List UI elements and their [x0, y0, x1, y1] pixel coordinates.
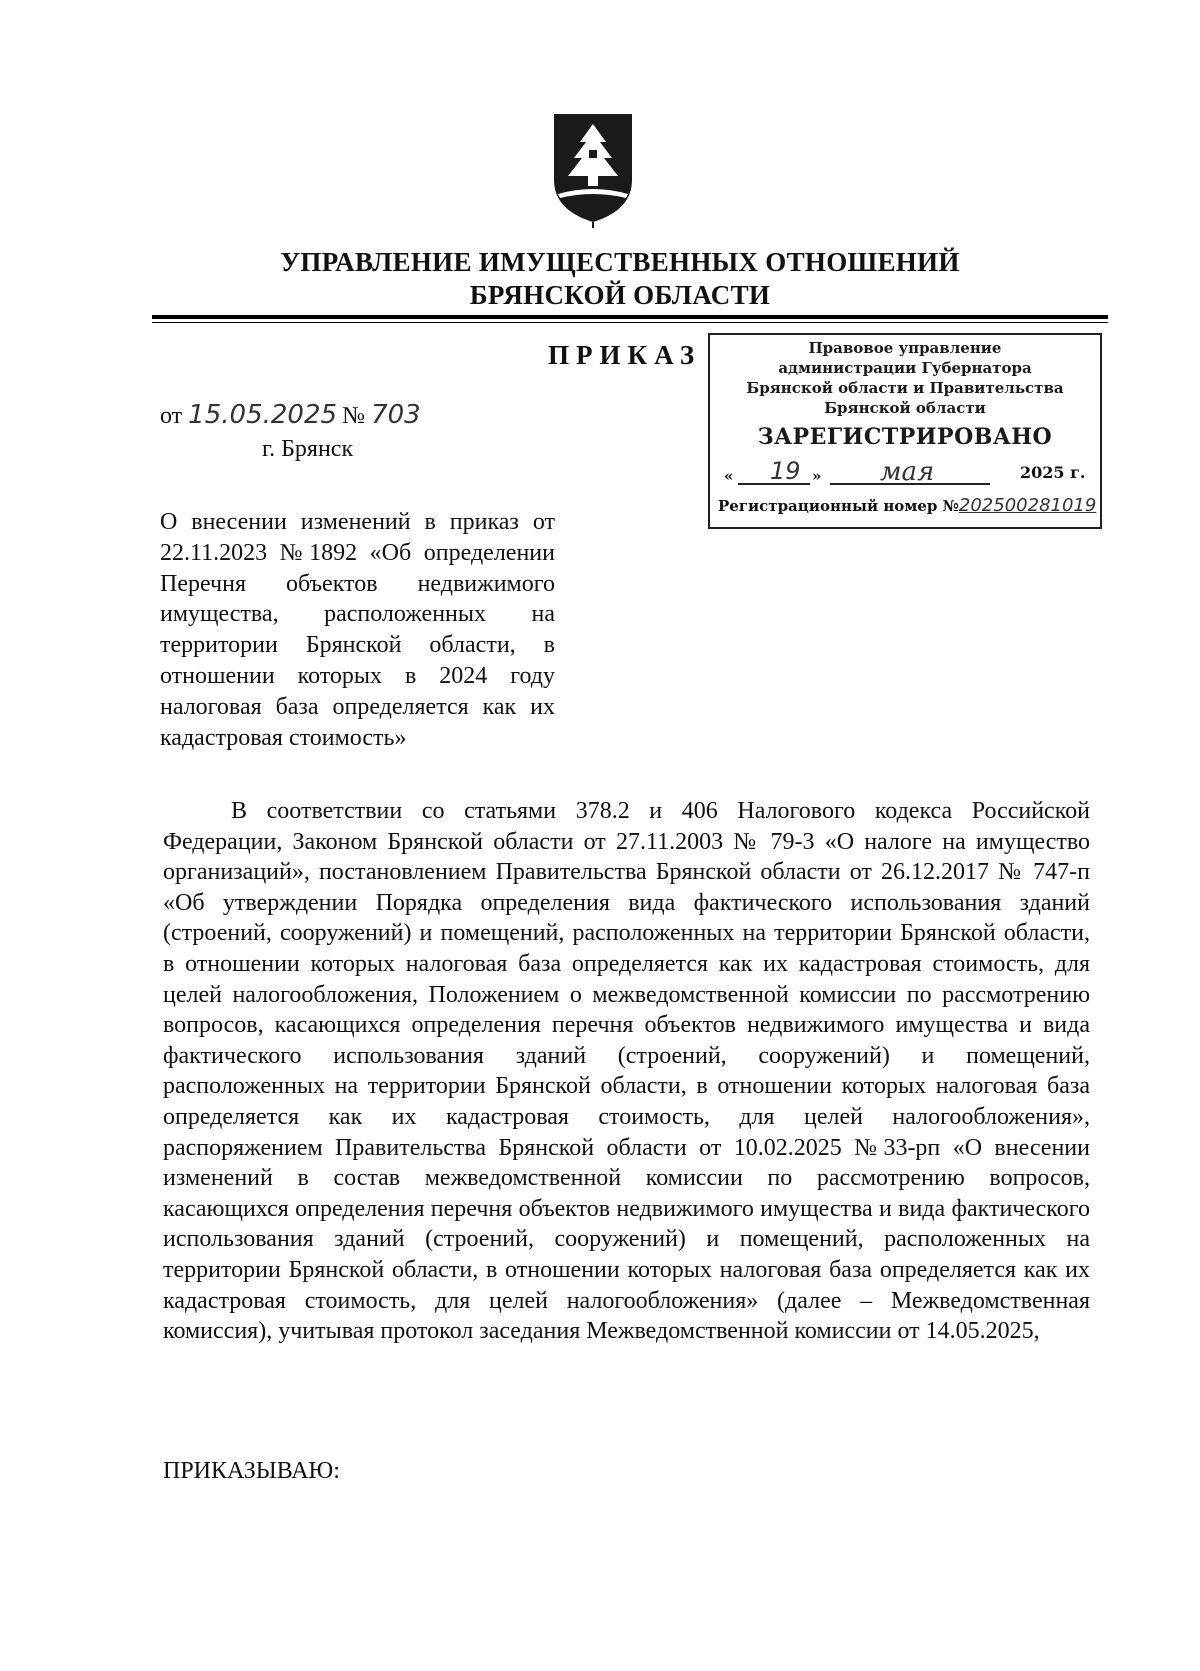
order-subject: О внесении изменений в приказ от 22.11.2023 №1892 «Об определении Перечня объектов недвижимого имущества, расположенных на территории Брянской области, в отношении которых в 2024 году налоговая база определяется как их кадастровая стоимость» [160, 509, 555, 751]
order-number-handwritten: 703 [371, 400, 421, 430]
stamp-regnum-value: 202500281019 [958, 495, 1097, 516]
order-body [163, 796, 1090, 1347]
stamp-year: 2025 г. [1020, 463, 1086, 482]
stamp-registration-number [718, 495, 1098, 516]
stamp-line: Брянской области [824, 399, 986, 417]
stamp-regnum-label: Регистрационный номер № [718, 497, 959, 515]
order-city: г. Брянск [262, 436, 354, 462]
order-number-label: № [342, 403, 366, 429]
order-directive: ПРИКАЗЫВАЮ: [163, 1458, 340, 1484]
stamp-month-handwritten: мая [880, 457, 935, 487]
stamp-day-handwritten: 19 [770, 457, 801, 485]
document-type-title: ПРИКАЗ [548, 340, 702, 370]
order-date-number [160, 400, 421, 430]
header-divider [152, 315, 1108, 319]
organization-name-line1: УПРАВЛЕНИЕ ИМУЩЕСТВЕННЫХ ОТНОШЕНИЙ [280, 247, 960, 277]
stamp-quote-close: » [812, 467, 822, 485]
registration-stamp [708, 333, 1102, 529]
stamp-line: Правовое управление [808, 339, 1002, 357]
body-paragraph: В соответствии со статьями 378.2 и 406 Налогового кодекса Российской Федерации, Законом Брянской области от 27.11.2003 № 79-3 «О налоге на имущество организаций», постановлением Правительства Брянской области от 26.12.2017 № 747-п «Об утверждении Порядка определения вида фактического использования зданий (строений, сооружений) и помещений, расположенных на территории Брянской области, в отношении которых налоговая база определяется как их кадастровая стоимость, для целей налогообложения, Положением о межведомственной комиссии по рассмотрению вопросов, касающихся определения перечня объектов недвижимого имущества и вида фактического использования зданий (строений, сооружений) и помещений, расположенных на территории Брянской области, в отношении которых налоговая база определяется как их кадастровая стоимость, для целей налогообложения», распоряжением Правительства Брянской области от 10.02.2025 №33-рп «О внесении изменений в состав межведомственной комиссии по рассмотрению вопросов, касающихся определения перечня объектов недвижимого имущества и вида фактического использования зданий (строений, сооружений) и помещений, расположенных на территории Брянской области, в отношении которых налоговая база определяется как их кадастровая стоимость, для целей налогообложения» (далее – Межведомственная комиссия), учитывая протокол заседания Межведомственной комиссии от 14.05.2025, [163, 798, 1090, 1345]
header-divider-thin [152, 322, 1108, 323]
coat-of-arms-emblem [548, 110, 638, 228]
stamp-line: администрации Губернатора [778, 359, 1032, 377]
stamp-date-row [720, 457, 1092, 491]
organization-name-line2: БРЯНСКОЙ ОБЛАСТИ [469, 280, 771, 310]
stamp-registered-label: ЗАРЕГИСТРИРОВАНО [757, 424, 1053, 450]
order-date-handwritten: 15.05.2025 [188, 400, 338, 430]
order-from-label: от [160, 403, 183, 429]
stamp-quote-open: « [724, 467, 734, 485]
stamp-line: Брянской области и Правительства [746, 379, 1064, 397]
